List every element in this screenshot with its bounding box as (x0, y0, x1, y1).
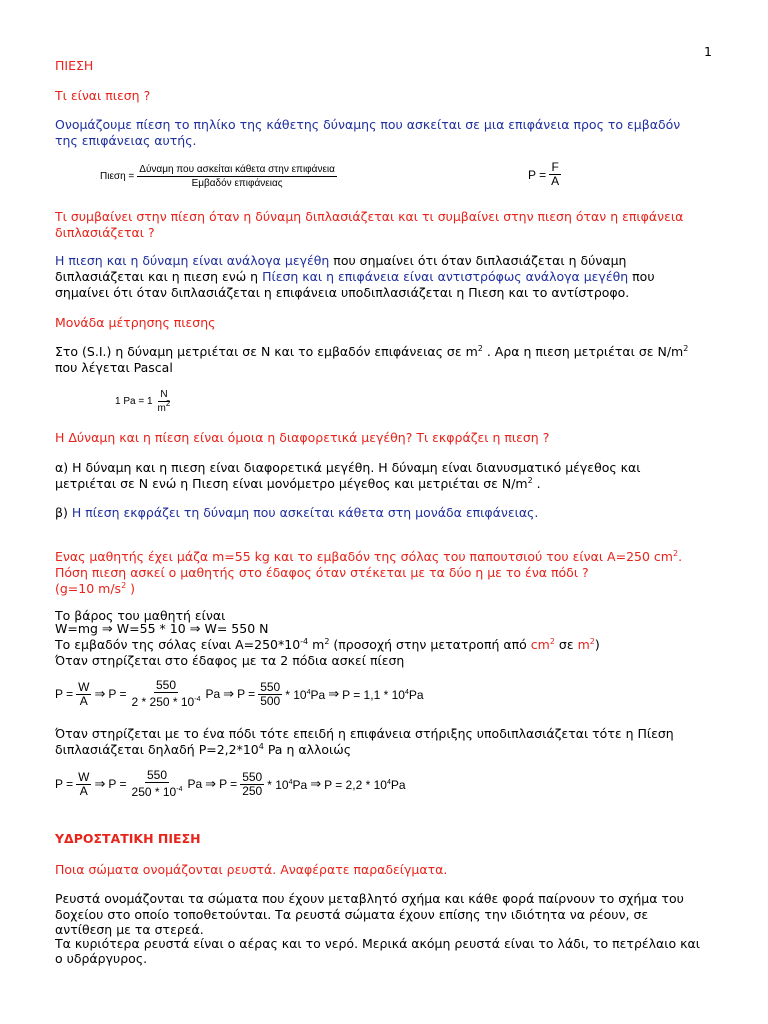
pascal-den-sup: 2 (165, 399, 171, 408)
fluids-line-5: ο υδράργυρος. (55, 951, 148, 966)
pressure-word-formula (100, 163, 340, 190)
fluids-line-2: δοχείου στο οποίο τοποθετούνται. Τα ρευστά σώματα έχουν επίσης την ιδιότητα να ρέουν, σε (55, 907, 649, 922)
calc2-result (324, 775, 405, 793)
calc2-arrow-2: ⇒ (205, 776, 217, 791)
calc2-den-text: 250 * 10 (131, 785, 177, 799)
problem-text-1b: . (678, 549, 683, 564)
calc1-result-text: P = 1,1 * 10 (342, 688, 405, 702)
calc1-arrow-2: ⇒ (223, 686, 235, 701)
calc2-times-10 (267, 775, 307, 793)
problem-sup-3: 2 (121, 581, 127, 590)
calc1-a: A (79, 693, 88, 708)
unit-text-1a: Στο (S.I.) η δύναμη μετριέται σε N και το εμβαδόν επιφάνειας σε m (55, 344, 478, 359)
calc1-p2: P = (108, 687, 127, 701)
solution-line-1: Το βάρος του μαθητή είναι (55, 608, 226, 623)
calc1-result (342, 685, 423, 703)
answer-b-prefix: β) (55, 505, 72, 520)
one-foot-line-2 (55, 742, 351, 758)
calc1-num-550: 550 (155, 678, 176, 692)
question-doubling-line-1: Τι συμβαίνει στην πίεση όταν η δύναμη διπλασιάζεται και τι συμβαίνει στην πιεση όταν η επιφάνεια (55, 209, 684, 224)
formula-lhs: Πιεση = (100, 170, 135, 182)
answer-a-text-2a: μετριέται σε N ενώ η Πιεση είναι μονόμετρο μέγεθος και μετριέται σε N/m (55, 476, 528, 491)
calc1-p3: P = (237, 687, 256, 701)
calc1-w-over-a (76, 681, 91, 708)
answer-b-text: Η πίεση εκφράζει τη δύναμη που ασκείται κάθετα στη μονάδα επιφάνειας. (71, 505, 539, 520)
formula-a: A (551, 174, 560, 188)
calc1-arrow-1: ⇒ (94, 686, 106, 701)
one-foot-sup: 4 (258, 742, 264, 751)
calc2-den-250: 250 (242, 783, 263, 798)
calc2-p3: P = (219, 777, 238, 791)
formula-f-over-a (549, 161, 561, 188)
calc1-den-sup: -4 (194, 696, 201, 703)
calc2-num-550: 550 (146, 768, 167, 782)
answer-doubling-line-3: σημαίνει ότι όταν διπλασιάζεται η επιφάνεια υποδιπλασιάζεται η Πιεση και το αντίστροφο. (55, 285, 630, 300)
section-title-pressure: ΠΙΕΣΗ (55, 58, 94, 73)
calc1-den-text: 2 * 250 * 10 (131, 695, 195, 709)
unit-text-1b: . Αρα η πιεση μετριέται σε N/m (482, 344, 684, 359)
formula-numerator: Δύναμη που ασκείται κάθετα στην επιφάνεια (139, 164, 335, 175)
calc1-w: W (78, 679, 90, 694)
solution-line-4: Όταν στηρίζεται στο έδαφος με τα 2 πόδια ασκεί πίεση (55, 653, 405, 668)
solution-cm: cm (530, 637, 550, 652)
calc1-times-10 (285, 685, 325, 703)
solution-text-2c: W= 550 N (200, 621, 269, 636)
calc2-times-sup: 4 (288, 779, 293, 786)
calc1-den-500: 500 (260, 693, 281, 708)
calculation-one-foot (55, 769, 409, 799)
formula-f: F (551, 160, 559, 174)
calc1-result-sup: 4 (404, 689, 409, 696)
calc1-fraction-3 (258, 681, 282, 708)
unit-text-line-2: που λέγεται Pascal (55, 360, 173, 375)
one-foot-text-2a: διπλασιάζεται δηλαδή P=2,2*10 (55, 742, 259, 757)
calc1-den-2 (130, 693, 203, 709)
answer-doubling-text-2c: που (628, 269, 655, 284)
pascal-den-m: m (157, 403, 166, 414)
calc2-w: W (78, 769, 90, 784)
calc2-num-550b: 550 (242, 769, 263, 784)
calculation-two-feet (55, 679, 427, 709)
problem-line-2: Πόση πιεση ασκεί ο μαθητής στο έδαφος όταν στέκεται με τα δύο η με το ένα πόδι ? (55, 565, 589, 580)
unit-sup-2: 2 (683, 344, 689, 353)
calc2-result-text: P = 2,2 * 10 (324, 778, 387, 792)
answer-doubling-text-2a: διπλασιάζεται και η πιεση ενώ η (55, 269, 263, 284)
answer-a-text-2b: . (532, 476, 541, 491)
pascal-formula (115, 388, 175, 415)
calc1-num-550b: 550 (260, 679, 281, 694)
question-what-is-pressure: Τι είναι πιεση ? (55, 88, 151, 103)
proportional-phrase: Η πιεση και η δύναμη είναι ανάλογα μεγέθη (55, 253, 330, 268)
solution-text-3a: Το εμβαδόν της σόλας είναι A=250*10 (55, 637, 301, 652)
solution-sup-m2: 2 (324, 637, 330, 646)
solution-sup-m: 2 (589, 637, 595, 646)
question-doubling-line-2: διπλασιάζεται ? (55, 225, 155, 240)
formula-p-lhs: P = (528, 167, 547, 182)
calc2-den-2 (130, 783, 185, 799)
unit-heading: Μονάδα μέτρησης πιεσης (55, 315, 216, 330)
formula-denominator: Εμβαδόν επιφάνειας (191, 178, 283, 189)
inverse-proportional-phrase: Πίεση και η επιφάνεια είναι αντιστρόφως ανάλογα μεγέθη (262, 269, 629, 284)
implies-arrow-2: ⇒ (189, 622, 201, 637)
implies-arrow-1: ⇒ (101, 622, 113, 637)
problem-sup-1: 2 (672, 549, 679, 558)
definition-line-1: Ονομάζουμε πίεση το πηλίκο της κάθετης δύναμης που ασκείται σε μια επιφάνεια προς το εμβαδόν (55, 117, 681, 132)
question-force-vs-pressure: Η Δύναμη και η πίεση είναι όμοια η διαφορετικά μεγέθη? Τι εκφράζει η πιεση ? (55, 430, 550, 445)
problem-text-3b: ) (126, 581, 136, 596)
calc1-p1: P = (55, 687, 74, 701)
fluids-line-1: Ρευστά ονομάζονται τα σώματα που έχουν μεταβλητό σχήμα και κάθε φορά παίρνουν το σχήμα του (55, 891, 684, 906)
pascal-lhs: 1 Pa = 1 (115, 395, 153, 407)
pascal-fraction (156, 388, 173, 415)
solution-m: m (577, 637, 590, 652)
calc2-den-sup: -4 (176, 786, 183, 793)
calc2-pa-1: Pa (187, 777, 203, 791)
solution-text-2b: W=55 * 10 (112, 621, 190, 636)
answer-b (55, 505, 538, 521)
solution-text-3b: m (308, 637, 325, 652)
solution-text-3e: ) (594, 637, 600, 652)
answer-a-line-2 (55, 476, 541, 492)
calc1-times-sup: 4 (306, 689, 311, 696)
calc1-pa-2: Pa (310, 688, 326, 702)
calc1-fraction-2 (130, 679, 203, 709)
answer-a-sup: 2 (527, 476, 533, 485)
calc1-arrow-3: ⇒ (328, 686, 340, 701)
page-number: 1 (704, 44, 712, 59)
one-foot-text-2b: Pa η αλλοιώς (263, 742, 352, 757)
fluids-line-4: Τα κυριότερα ρευστά είναι ο αέρας και το νερό. Μερικά ακόμη ρευστά είναι το λάδι, το πετρέλαιο και (55, 936, 700, 951)
calc2-pa-2: Pa (292, 778, 308, 792)
fluids-line-3: αντίθεση με τα στερεά. (55, 922, 204, 937)
problem-line-3 (55, 581, 135, 597)
formula-fraction (137, 163, 337, 190)
definition-line-2: της επιφάνειας αυτής. (55, 133, 197, 148)
problem-text-3a: (g=10 m/s (55, 581, 122, 596)
one-foot-line-1: Όταν στηρίζεται με το ένα πόδι τότε επειδή η επιφάνεια στήριξης υποδιπλασιάζεται τότε η Πίεση (55, 726, 674, 741)
calc2-pa-3: Pa (390, 778, 406, 792)
calc2-arrow-1: ⇒ (94, 776, 106, 791)
calc2-fraction-2 (130, 769, 185, 799)
calc2-a: A (79, 783, 88, 798)
question-fluids: Ποια σώματα ονομάζονται ρευστά. Αναφέρατε παραδείγματα. (55, 862, 448, 877)
answer-a-line-1: α) Η δύναμη και η πιεση είναι διαφορετικά μεγέθη. Η δύναμη είναι διανυσματικό μέγεθος και (55, 460, 641, 475)
problem-line-1 (55, 549, 682, 565)
calc2-fraction-3 (240, 771, 264, 798)
calc2-times-text: * 10 (267, 778, 289, 792)
calc1-times-text: * 10 (285, 688, 307, 702)
answer-doubling-line-2 (55, 269, 655, 285)
calc2-p1: P = (55, 777, 74, 791)
problem-text-1a: Ενας μαθητής έχει μάζα m=55 kg και το εμβαδόν της σόλας του παπουτσιού του είναι A=250 cm (55, 549, 673, 564)
solution-line-2 (55, 621, 269, 638)
pascal-numerator: N (160, 389, 168, 400)
section-title-hydrostatic: ΥΔΡΟΣΤΑΤΙΚΗ ΠΙΕΣΗ (55, 831, 201, 846)
solution-text-2a: W=mg (55, 621, 102, 636)
solution-text-3c: (προσοχή στην μετατροπή από (329, 637, 531, 652)
calc2-w-over-a (76, 771, 91, 798)
pressure-symbol-formula (528, 161, 564, 188)
solution-sup-cm: 2 (549, 637, 555, 646)
calc2-p2: P = (108, 777, 127, 791)
calc2-arrow-3: ⇒ (310, 776, 322, 791)
calc1-pa-3: Pa (408, 688, 424, 702)
solution-line-3 (55, 637, 600, 653)
pascal-denominator (156, 399, 173, 415)
calc2-result-sup: 4 (386, 779, 391, 786)
unit-sup-1: 2 (477, 344, 483, 353)
answer-doubling-text-1: που σημαίνει ότι όταν διπλασιάζεται η δύναμη (329, 253, 627, 268)
solution-sup-exp: -4 (300, 637, 309, 646)
calc1-pa-1: Pa (205, 687, 221, 701)
answer-doubling-line-1 (55, 253, 626, 269)
solution-text-3d: σε (554, 637, 578, 652)
unit-text-line-1 (55, 344, 688, 360)
